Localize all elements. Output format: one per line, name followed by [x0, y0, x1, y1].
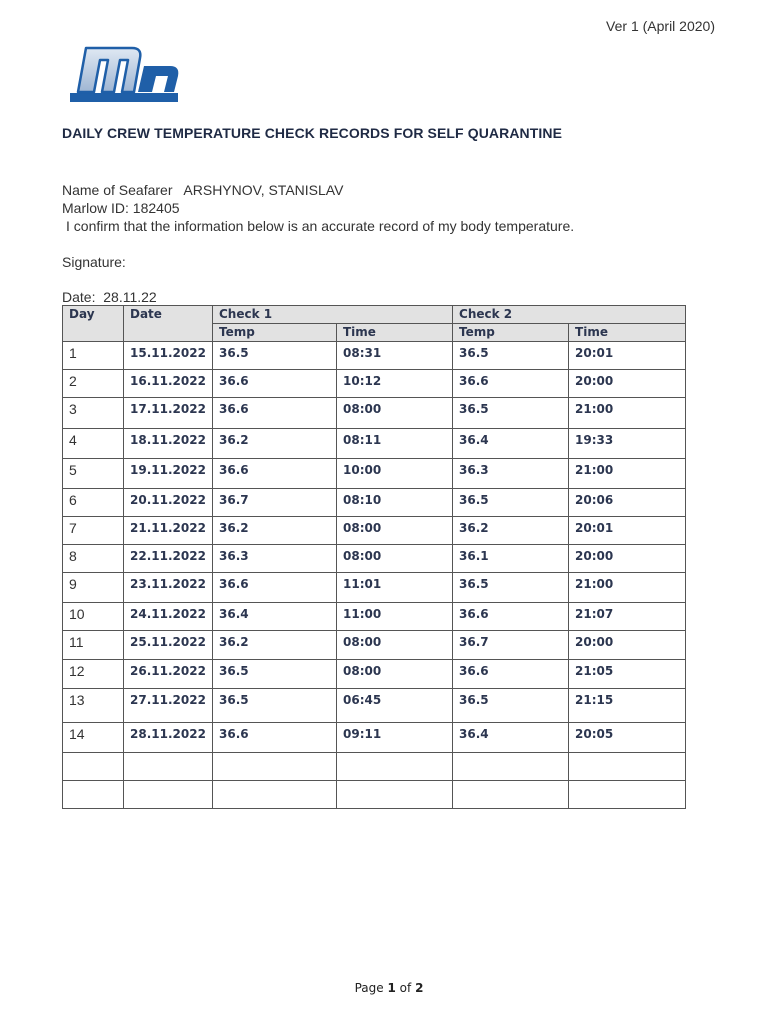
check2-temp-cell: 36.6 — [453, 370, 569, 398]
check2-time-cell: 19:33 — [569, 429, 686, 459]
confirmation-text: I confirm that the information below is an accurate record of my body temperature. — [66, 218, 575, 234]
check1-time-cell: 10:12 — [337, 370, 453, 398]
header-check-2: Check 2 — [453, 306, 686, 324]
check2-time-cell — [569, 781, 686, 809]
table-row — [63, 545, 686, 573]
header-check1-temp: Temp — [213, 324, 337, 342]
check2-temp-cell: 36.4 — [453, 723, 569, 753]
day-cell: 4 — [63, 429, 124, 459]
page-footer — [0, 981, 768, 995]
date-cell: 28.11.2022 — [124, 723, 213, 753]
of-word: of — [399, 981, 412, 995]
check1-temp-cell: 36.6 — [213, 459, 337, 489]
page-word: Page — [354, 981, 384, 995]
day-cell: 2 — [63, 370, 124, 398]
day-cell: 7 — [63, 517, 124, 545]
check1-temp-cell — [213, 753, 337, 781]
check1-temp-cell: 36.6 — [213, 723, 337, 753]
temperature-records-table — [62, 305, 686, 809]
day-cell — [63, 753, 124, 781]
header-check-1: Check 1 — [213, 306, 453, 324]
header-date: Date — [124, 306, 213, 342]
day-cell: 5 — [63, 459, 124, 489]
check1-time-cell: 10:00 — [337, 459, 453, 489]
check2-temp-cell: 36.4 — [453, 429, 569, 459]
day-cell: 10 — [63, 603, 124, 631]
version-label: Ver 1 (April 2020) — [606, 18, 715, 34]
check2-temp-cell: 36.5 — [453, 398, 569, 429]
check1-temp-cell: 36.7 — [213, 489, 337, 517]
check2-temp-cell: 36.3 — [453, 459, 569, 489]
table-row — [63, 631, 686, 660]
marlow-id-label: Marlow ID: — [62, 200, 129, 216]
check2-temp-cell: 36.2 — [453, 517, 569, 545]
check2-time-cell: 20:00 — [569, 370, 686, 398]
check1-temp-cell: 36.2 — [213, 429, 337, 459]
check2-time-cell: 21:00 — [569, 459, 686, 489]
check1-temp-cell: 36.6 — [213, 370, 337, 398]
check1-temp-cell: 36.5 — [213, 689, 337, 723]
check1-time-cell: 08:11 — [337, 429, 453, 459]
table-row — [63, 660, 686, 689]
date-cell: 21.11.2022 — [124, 517, 213, 545]
table-row — [63, 781, 686, 809]
seafarer-name-line — [62, 181, 343, 199]
signature-label: Signature: — [62, 254, 126, 270]
date-cell: 23.11.2022 — [124, 573, 213, 603]
check2-temp-cell: 36.5 — [453, 573, 569, 603]
day-cell — [63, 781, 124, 809]
date-cell — [124, 781, 213, 809]
check2-time-cell: 20:01 — [569, 342, 686, 370]
check2-temp-cell: 36.6 — [453, 603, 569, 631]
table-body — [63, 342, 686, 809]
check2-time-cell: 20:01 — [569, 517, 686, 545]
check1-temp-cell: 36.6 — [213, 573, 337, 603]
check1-time-cell: 08:31 — [337, 342, 453, 370]
check2-temp-cell — [453, 781, 569, 809]
table-row — [63, 398, 686, 429]
date-cell: 27.11.2022 — [124, 689, 213, 723]
check2-time-cell: 21:05 — [569, 660, 686, 689]
table-row — [63, 753, 686, 781]
header-day: Day — [63, 306, 124, 342]
date-line — [62, 288, 157, 306]
table-row — [63, 723, 686, 753]
check1-time-cell: 08:00 — [337, 660, 453, 689]
date-cell — [124, 753, 213, 781]
check2-time-cell: 20:00 — [569, 545, 686, 573]
day-cell: 3 — [63, 398, 124, 429]
date-label: Date: — [62, 289, 96, 305]
check2-temp-cell: 36.5 — [453, 689, 569, 723]
date-cell: 20.11.2022 — [124, 489, 213, 517]
mn-logo-icon — [68, 44, 182, 106]
check1-time-cell: 08:00 — [337, 545, 453, 573]
day-cell: 13 — [63, 689, 124, 723]
table-header-row — [63, 306, 686, 324]
check1-temp-cell: 36.2 — [213, 517, 337, 545]
check2-temp-cell — [453, 753, 569, 781]
check1-time-cell: 06:45 — [337, 689, 453, 723]
check1-time-cell: 11:01 — [337, 573, 453, 603]
header-check2-temp: Temp — [453, 324, 569, 342]
date-cell: 19.11.2022 — [124, 459, 213, 489]
check2-time-cell: 20:05 — [569, 723, 686, 753]
day-cell: 9 — [63, 573, 124, 603]
check1-time-cell: 08:00 — [337, 517, 453, 545]
day-cell: 6 — [63, 489, 124, 517]
check1-time-cell: 11:00 — [337, 603, 453, 631]
day-cell: 14 — [63, 723, 124, 753]
date-cell: 26.11.2022 — [124, 660, 213, 689]
check1-time-cell: 08:00 — [337, 398, 453, 429]
check1-time-cell — [337, 781, 453, 809]
marlow-id: 182405 — [132, 200, 180, 216]
table-row — [63, 689, 686, 723]
check2-temp-cell: 36.5 — [453, 489, 569, 517]
date-cell: 15.11.2022 — [124, 342, 213, 370]
document-title: DAILY CREW TEMPERATURE CHECK RECORDS FOR SELF QUARANTINE — [62, 125, 563, 141]
check1-temp-cell: 36.5 — [213, 660, 337, 689]
date-cell: 17.11.2022 — [124, 398, 213, 429]
day-cell: 11 — [63, 631, 124, 660]
check1-time-cell: 08:00 — [337, 631, 453, 660]
check2-time-cell: 20:06 — [569, 489, 686, 517]
date-cell: 16.11.2022 — [124, 370, 213, 398]
date-cell: 22.11.2022 — [124, 545, 213, 573]
check2-temp-cell: 36.7 — [453, 631, 569, 660]
day-cell: 8 — [63, 545, 124, 573]
table-row — [63, 517, 686, 545]
check1-temp-cell: 36.5 — [213, 342, 337, 370]
table-row — [63, 370, 686, 398]
check1-time-cell: 09:11 — [337, 723, 453, 753]
check2-time-cell — [569, 753, 686, 781]
header-check2-time: Time — [569, 324, 686, 342]
check2-time-cell: 21:00 — [569, 573, 686, 603]
page-current: 1 — [387, 981, 396, 995]
check2-time-cell: 21:07 — [569, 603, 686, 631]
check1-temp-cell: 36.6 — [213, 398, 337, 429]
check1-temp-cell: 36.4 — [213, 603, 337, 631]
page-total: 2 — [415, 981, 424, 995]
check2-temp-cell: 36.1 — [453, 545, 569, 573]
check1-temp-cell: 36.2 — [213, 631, 337, 660]
check1-time-cell — [337, 753, 453, 781]
table-row — [63, 459, 686, 489]
check1-time-cell: 08:10 — [337, 489, 453, 517]
day-cell: 1 — [63, 342, 124, 370]
marlow-id-line — [62, 199, 180, 217]
check2-time-cell: 20:00 — [569, 631, 686, 660]
day-cell: 12 — [63, 660, 124, 689]
check2-temp-cell: 36.6 — [453, 660, 569, 689]
table-row — [63, 342, 686, 370]
check2-time-cell: 21:00 — [569, 398, 686, 429]
date-cell: 18.11.2022 — [124, 429, 213, 459]
header-check1-time: Time — [337, 324, 453, 342]
seafarer-label: Name of Seafarer — [62, 182, 173, 198]
table-row — [63, 489, 686, 517]
check1-temp-cell: 36.3 — [213, 545, 337, 573]
check2-temp-cell: 36.5 — [453, 342, 569, 370]
table-row — [63, 603, 686, 631]
date-cell: 25.11.2022 — [124, 631, 213, 660]
table-row — [63, 573, 686, 603]
date-value: 28.11.22 — [103, 289, 157, 305]
table-row — [63, 429, 686, 459]
seafarer-name: ARSHYNOV, STANISLAV — [183, 182, 344, 198]
check1-temp-cell — [213, 781, 337, 809]
date-cell: 24.11.2022 — [124, 603, 213, 631]
check2-time-cell: 21:15 — [569, 689, 686, 723]
